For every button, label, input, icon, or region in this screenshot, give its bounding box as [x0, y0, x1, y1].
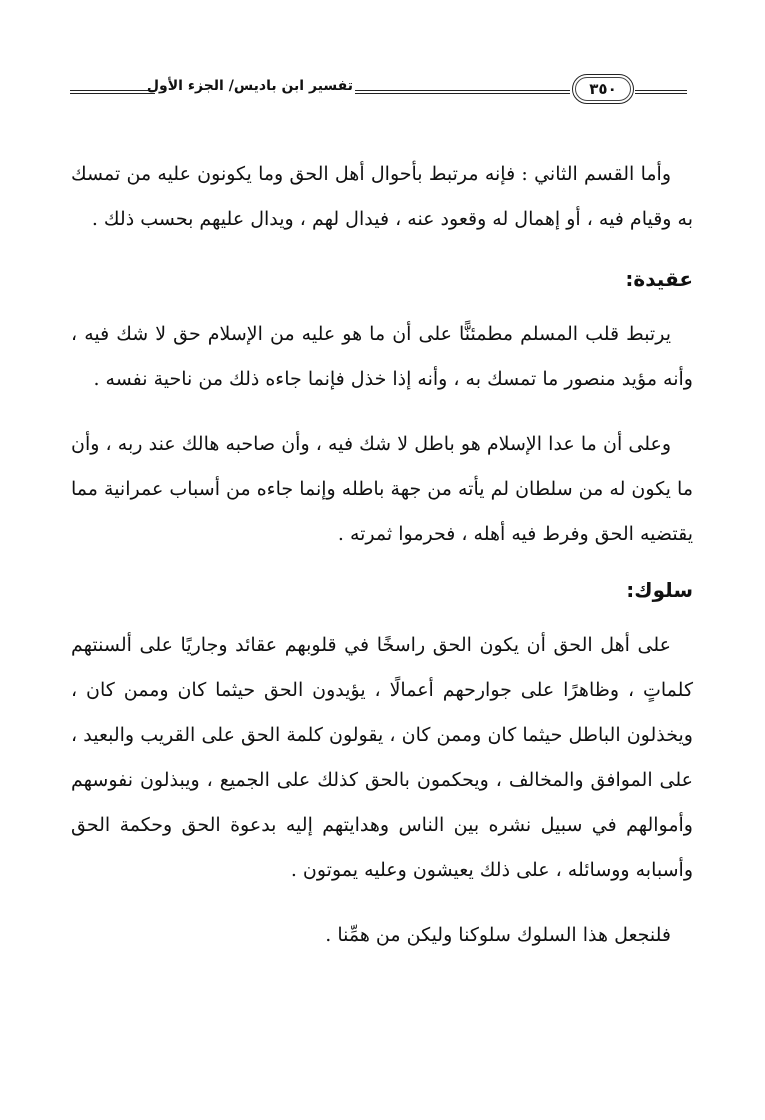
page-header: [70, 70, 690, 110]
paragraph: يرتبط قلب المسلم مطمئنًّا على أن ما هو عليه من الإسلام حق لا شك فيه ، وأنه مؤيد منصور ما تمسك به ، وأنه إذا خذل فإنما جاءه ذلك من ناحية نفسه .: [71, 323, 693, 390]
page-body: [71, 152, 693, 978]
paragraph: وعلى أن ما عدا الإسلام هو باطل لا شك فيه ، وأن صاحبه هالك عند ربه ، وأن ما يكون له من سلطان لم يأته من جهة باطله وإنما جاءه من أسباب عمرانية مما يقتضيه الحق وفرط فيه أهله ، فحرموا ثمرته .: [71, 433, 693, 545]
page-number: ٣٥٠: [572, 74, 634, 104]
section-heading-suluk: سلوك:: [626, 578, 693, 602]
header-rule-left: [70, 90, 155, 94]
paragraph: على أهل الحق أن يكون الحق راسخًا في قلوبهم عقائد وجاريًا على ألسنتهم كلماتٍ ، وظاهرًا على جوارحهم أعمالًا ، يؤيدون الحق حيثما كان وممن كان ، ويخذلون الباطل حيثما كان وممن كان ، يقولون كلمة الحق على القريب والبعيد ، على الموافق والمخالف ، ويحكمون بالحق كذلك على الجميع ، ويبذلون نفوسهم وأموالهم في سبيل نشره بين الناس وهدايتهم إليه بدعوة الحق وحكمة الحق وأسبابه ووسائله ، على ذلك يعيشون وعليه يموتون .: [71, 634, 693, 881]
running-title: تفسير ابن باديس/ الجزء الأول: [146, 78, 353, 94]
header-rule-middle: [355, 90, 570, 94]
header-rule-right: [635, 90, 687, 94]
paragraph: فلنجعل هذا السلوك سلوكنا وليكن من همِّنا .: [325, 924, 671, 946]
section-heading-aqida: عقيدة:: [625, 267, 693, 291]
paragraph: وأما القسم الثاني : فإنه مرتبط بأحوال أهل الحق وما يكونون عليه من تمسك به وقيام فيه ، أو إهمال له وقعود عنه ، فيدال لهم ، ويدال عليهم بحسب ذلك .: [71, 163, 693, 230]
